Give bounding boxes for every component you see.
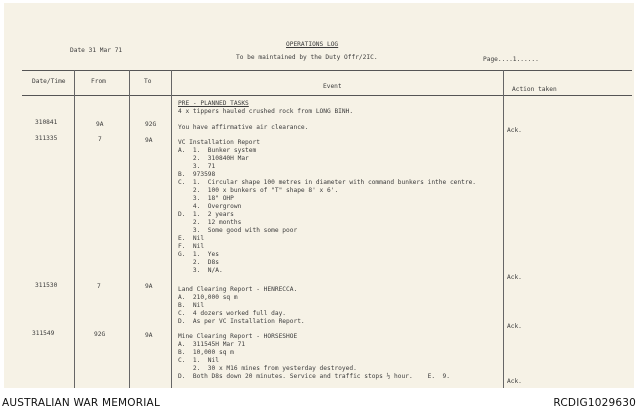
event-line: C. 4 dozers worked full day. bbox=[178, 310, 287, 317]
event-line: VC Installation Report bbox=[178, 139, 260, 146]
column-divider bbox=[503, 70, 504, 388]
entry-action: Ack. bbox=[507, 127, 522, 134]
entry-from: 92G bbox=[94, 331, 106, 338]
log-sheet bbox=[4, 3, 634, 388]
event-line: C. 1. Circular shape 100 metres in diameter with command bunkers inthe centre. bbox=[178, 179, 477, 186]
column-header-action: Action taken bbox=[512, 86, 557, 93]
event-line: G. 1. Yes bbox=[178, 251, 219, 258]
event-line: A. 210,000 sq m bbox=[178, 294, 238, 301]
event-line: 3. N/A. bbox=[178, 267, 223, 274]
entry-action: Ack. bbox=[507, 378, 522, 385]
event-line: 3. Some good with some poor bbox=[178, 227, 298, 234]
column-header-from: From bbox=[91, 78, 106, 85]
column-header-to: To bbox=[144, 78, 152, 85]
table-top-rule bbox=[22, 70, 632, 71]
log-subtitle: To be maintained by the Duty Offr/2IC. bbox=[236, 54, 378, 61]
event-line: D. Both D8s down 20 minutes. Service and traffic stops ½ hour. E. 9. bbox=[178, 373, 450, 380]
event-line: 4. Overgrown bbox=[178, 203, 242, 210]
event-line: Mine Clearing Report - HORSESHOE bbox=[178, 333, 298, 340]
event-line: 2. 100 x bunkers of "T" shape 8' x 6'. bbox=[178, 187, 339, 194]
event-line: You have affirmative air clearance. bbox=[178, 124, 309, 131]
footer-credit: AUSTRALIAN WAR MEMORIAL bbox=[2, 397, 160, 409]
event-line: B. 10,000 sq m bbox=[178, 349, 234, 356]
page-number: Page....1...... bbox=[483, 56, 539, 63]
event-line: 3. 18" OHP bbox=[178, 195, 234, 202]
event-line: 2. 12 months bbox=[178, 219, 242, 226]
event-line: 2. D8s bbox=[178, 259, 219, 266]
entry-from: 7 bbox=[98, 136, 102, 143]
log-title: OPERATIONS LOG bbox=[286, 41, 339, 48]
event-line: 4 x tippers hauled crushed rock from LONG BINH. bbox=[178, 108, 354, 115]
entry-to: 9A bbox=[145, 283, 153, 290]
event-line: D. As per VC Installation Report. bbox=[178, 318, 305, 325]
entry-to: 9A bbox=[145, 332, 153, 339]
entry-action: Ack. bbox=[507, 323, 522, 330]
footer-record-id: RCDIG1029630 bbox=[553, 397, 636, 409]
event-line: E. Nil bbox=[178, 235, 205, 242]
entry-to: 9A bbox=[145, 137, 153, 144]
column-divider bbox=[74, 70, 75, 388]
event-line: F. Nil bbox=[178, 243, 205, 250]
entry-action: Ack. bbox=[507, 274, 522, 281]
entry-from: 7 bbox=[97, 283, 101, 290]
event-line: PRE - PLANNED TASKS bbox=[178, 100, 249, 107]
table-header-rule bbox=[22, 95, 632, 96]
event-line: 2. 30 x M16 mines from yesterday destroyed. bbox=[178, 365, 357, 372]
event-line: A. 311545H Mar 71 bbox=[178, 341, 246, 348]
event-line: D. 1. 2 years bbox=[178, 211, 234, 218]
entry-from: 9A bbox=[96, 121, 104, 128]
entry-datetime: 311530 bbox=[35, 282, 58, 289]
column-header-event: Event bbox=[323, 83, 342, 90]
entry-datetime: 310841 bbox=[35, 119, 58, 126]
event-line: 2. 310840H Mar bbox=[178, 155, 249, 162]
entry-datetime: 311335 bbox=[35, 135, 58, 142]
column-header-date: Date/Time bbox=[32, 78, 66, 85]
event-line: B. 973598 bbox=[178, 171, 216, 178]
entry-datetime: 311549 bbox=[32, 330, 55, 337]
event-line: A. 1. Bunker system bbox=[178, 147, 257, 154]
event-line: B. Nil bbox=[178, 302, 205, 309]
event-line: Land Clearing Report - HENRECCA. bbox=[178, 286, 298, 293]
log-date: Date 31 Mar 71 bbox=[70, 47, 123, 54]
column-divider bbox=[129, 70, 130, 388]
event-line: C. 1. Nil bbox=[178, 357, 219, 364]
event-line: 3. 71 bbox=[178, 163, 216, 170]
column-divider bbox=[171, 70, 172, 388]
entry-to: 92G bbox=[145, 121, 157, 128]
